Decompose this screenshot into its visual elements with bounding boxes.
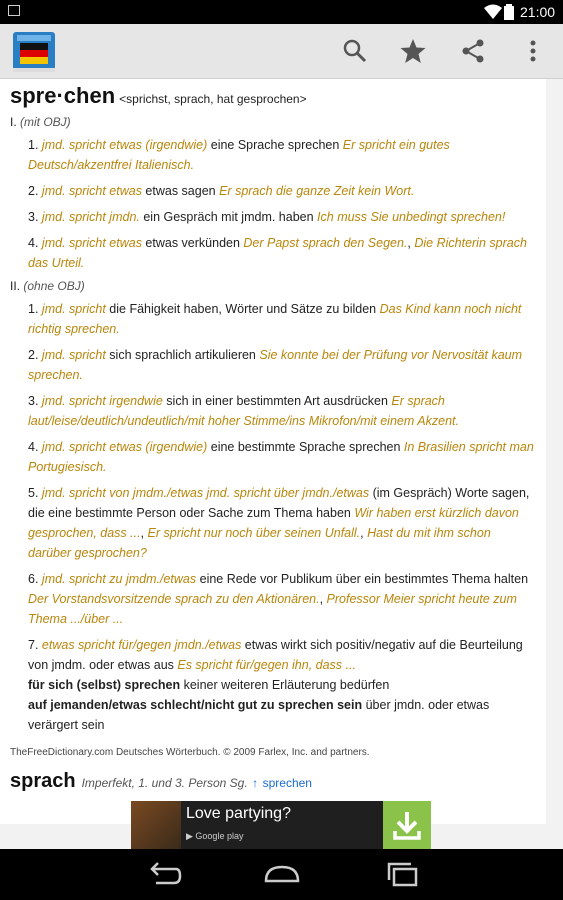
example: Der Papst sprach den Segen. [243,236,408,250]
phrase-link[interactable]: etwas spricht für/gegen jmdn./etwas [41,638,242,652]
phrase-link[interactable]: jmd. spricht [41,302,106,316]
sense: 7. etwas spricht für/gegen jmdn./etwas etwas wirkt sich positiv/negativ auf die Beurteilung von jmdm. oder etwas aus Es spricht für/gegen ihn, dass ... [28,638,523,672]
headword: spre·chen [10,83,116,108]
app-bar [0,24,563,79]
phrase-link[interactable]: jmd. spricht etwas [41,236,142,250]
sense: 5. jmd. spricht von jmdm./etwas jmd. spricht über jmdn./etwas (im Gespräch) Worte sagen, die eine bestimmte Person oder Sache zum Thema haben Wir haben erst kürzlich davon gesprochen, dass ..., Er spricht nur noch über seinen Unfall., Hast du mit ihm schon darüber gesprochen? [28,486,530,560]
sense: 3. jmd. spricht irgendwie sich in einer bestimmten Art ausdrücken Er sprach laut/leise/deutlich/undeutlich/mit hoher Stimme/ins Mikrofon/mit einem Akzent. [28,394,459,428]
section-heading: II. (ohne OBJ) [10,279,85,293]
image-notification-icon [8,5,20,16]
phrase-link[interactable]: jmd. spricht von jmdm./etwas jmd. spricht über jmdn./etwas [41,486,370,500]
sense: 6. jmd. spricht zu jmdm./etwas eine Rede vor Publikum über ein bestimmtes Thema halten Der Vorstandsvorsitzende sprach zu den Aktionären., Professor Meier spricht heute zum Thema .../über ... [28,572,529,626]
example: In Brasilien spricht man Portugiesisch. [28,440,534,474]
crossref-link[interactable]: sprechen [262,776,312,790]
example: Er sprach laut/leise/deutlich/undeutlich/mit hoher Stimme/ins Mikrofon/mit einem Akzent. [28,394,459,428]
battery-icon [504,4,514,20]
phrase-link[interactable]: jmd. spricht [41,348,106,362]
wifi-icon [484,4,502,20]
overflow-menu-icon[interactable] [519,37,547,65]
example: Es spricht für/gegen ihn, dass ... [177,658,356,672]
example: Er sprach die ganze Zeit kein Wort. [219,184,415,198]
star-icon[interactable] [399,37,427,65]
phrase-link[interactable]: jmd. spricht zu jmdm./etwas [41,572,197,586]
sense: 1. jmd. spricht die Fähigkeit haben, Wörter und Sätze zu bilden Das Kind kann noch nicht richtig sprechen. [28,302,522,336]
share-icon[interactable] [459,37,487,65]
example: Das Kind kann noch nicht richtig sprechen. [28,302,522,336]
phrase-link[interactable]: jmd. spricht etwas (irgendwie) [41,440,208,454]
headword: sprach [10,770,76,792]
back-icon[interactable] [142,861,182,887]
sense: 1. jmd. spricht etwas (irgendwie) eine Sprache sprechen Er spricht ein gutes Deutsch/akzentfrei Italienisch. [28,138,450,172]
recent-apps-icon[interactable] [382,861,422,887]
download-icon[interactable] [383,801,431,849]
phrase-link[interactable]: jmd. spricht jmdn. [41,210,140,224]
sense: 2. jmd. spricht etwas etwas sagen Er sprach die ganze Zeit kein Wort. [28,184,415,198]
grammar-note: Imperfekt, 1. und 3. Person Sg. [81,776,248,790]
status-bar [0,0,563,24]
example: Sie konnte bei der Prüfung vor Nervosität kaum sprechen. [28,348,523,382]
status-time: 21:00 [520,4,556,20]
section-heading: I. (mit OBJ) [10,115,71,129]
idiom: für sich (selbst) sprechen keiner weiteren Erläuterung bedürfen [28,678,390,692]
phrase-link[interactable]: jmd. spricht etwas [41,184,142,198]
home-icon[interactable] [262,861,302,887]
dictionary-content[interactable] [0,79,563,849]
example: Wir haben erst kürzlich davon gesprochen, dass ... [28,506,519,540]
phrase-link[interactable]: jmd. spricht irgendwie [41,394,163,408]
example: Er spricht nur noch über seinen Unfall. [147,526,361,540]
headword-line [10,83,535,109]
google-play-badge: ▶ Google play [186,831,244,841]
verb-forms: <sprichst, sprach, hat gesprochen> [119,92,307,106]
sense: 3. jmd. spricht jmdn. ein Gespräch mit jmdm. haben Ich muss Sie unbedingt sprechen! [28,210,506,224]
example: Der Vorstandsvorsitzende sprach zu den Aktionären. [28,592,320,606]
example: Die Richterin sprach das Urteil. [28,236,527,270]
sense: 4. jmd. spricht etwas etwas verkünden Der Papst sprach den Segen., Die Richterin sprach das Urteil. [28,236,527,270]
idiom: auf jemanden/etwas schlecht/nicht gut zu sprechen sein über jmdn. oder etwas verärgert sein [28,698,490,732]
copyright-credit: TheFreeDictionary.com Deutsches Wörterbuch. © 2009 Farlex, Inc. and partners. [10,747,370,758]
example: Professor Meier spricht heute zum Thema .../über ... [28,592,517,626]
example: Hast du mit ihm schon darüber gesprochen? [28,526,491,560]
ad-title: Love partying? [186,805,291,822]
sense: 2. jmd. spricht sich sprachlich artikulieren Sie konnte bei der Prüfung vor Nervosität kaum sprechen. [28,348,523,382]
ad-banner[interactable] [131,801,431,849]
nav-bar [0,849,563,900]
entry-card [0,79,546,768]
search-icon[interactable] [341,37,369,65]
app-logo-icon[interactable] [11,28,57,74]
sense: 4. jmd. spricht etwas (irgendwie) eine bestimmte Sprache sprechen In Brasilien spricht man Portugiesisch. [28,440,534,474]
ad-image [131,801,181,849]
example: Er spricht ein gutes Deutsch/akzentfrei Italienisch. [28,138,450,172]
arrow-icon: ↑ [252,776,259,790]
phrase-link[interactable]: jmd. spricht etwas (irgendwie) [41,138,208,152]
example: Ich muss Sie unbedingt sprechen! [317,210,506,224]
